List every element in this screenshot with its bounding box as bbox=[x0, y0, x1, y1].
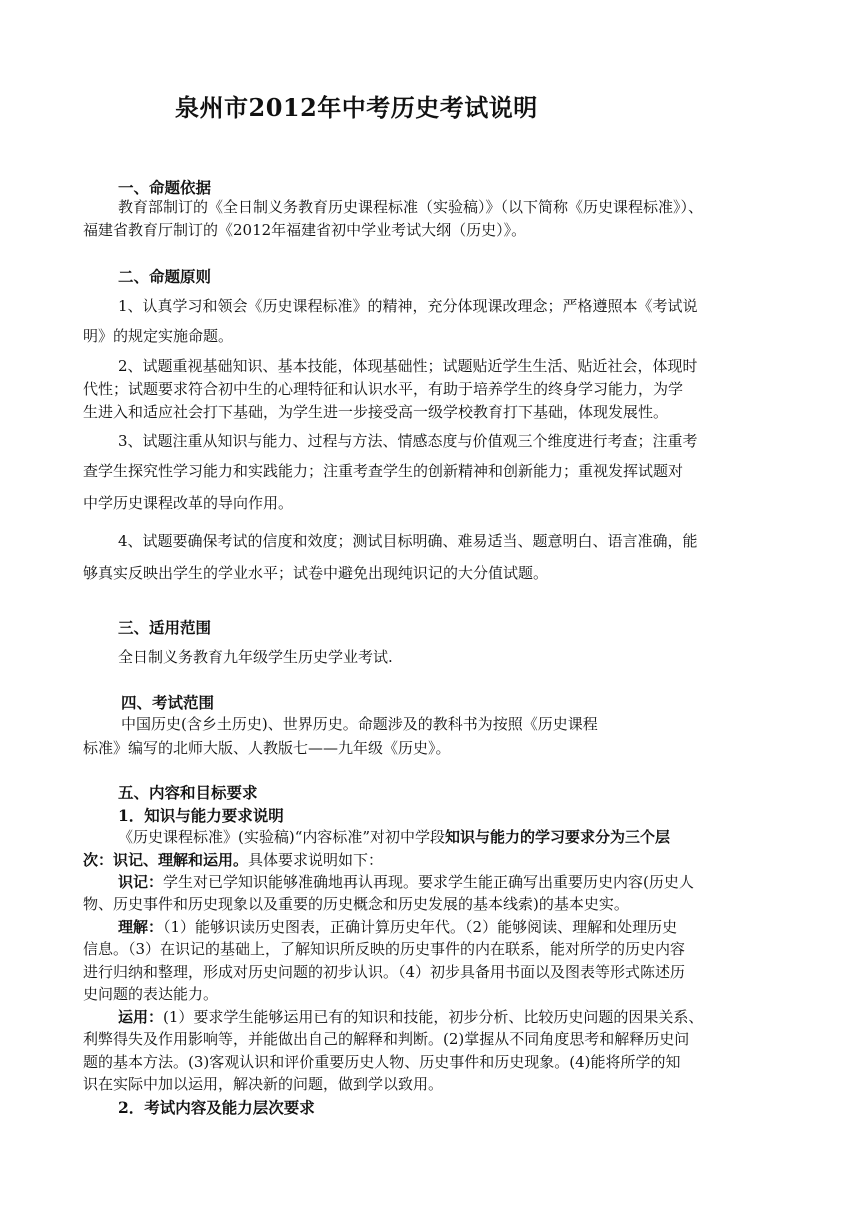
paragraph-line: 1、认真学习和领会《历史课程标准》的精神，充分体现课改理念；严格遵照本《考试说 bbox=[118, 297, 698, 315]
intro-emphasis: 知识与能力的学习要求分为三个层 bbox=[445, 828, 671, 846]
paragraph-line bbox=[118, 826, 783, 847]
paragraph-line bbox=[118, 871, 783, 892]
shiji-text: 学生对已学知识能够准确地再认再现。要求学生能正确写出重要历史内容(历史人 bbox=[163, 873, 694, 891]
paragraph-line: 进行归纳和整理，形成对历史问题的初步认识。（4）初步具备用书面以及图表等形式陈述历 bbox=[83, 963, 686, 981]
paragraph-line: 标准》编写的北师大版、人教版七——九年级《历史》。 bbox=[83, 739, 451, 757]
paragraph-line: 教育部制订的《全日制义务教育历史课程标准（实验稿）》（以下简称《历史课程标准》）、 bbox=[118, 198, 704, 216]
section-heading-3: 三、适用范围 bbox=[118, 618, 212, 637]
paragraph-line: 利弊得失及作用影响等，并能做出自己的解释和判断。(2)掌握从不同角度思考和解释历史问 bbox=[83, 1030, 690, 1048]
lijie-text: （1）能够识读历史图表，正确计算历史年代。（2）能够阅读、理解和处理历史 bbox=[163, 918, 678, 936]
intro-emphasis: 次：识记、理解和运用。 bbox=[83, 851, 249, 869]
section-heading-4: 四、考试范围 bbox=[121, 693, 215, 712]
paragraph-line: 信息。（3）在识记的基础上，了解知识所反映的历史事件的内在联系，能对所学的历史内容 bbox=[83, 940, 686, 958]
paragraph-line: 识在实际中加以运用，解决新的问题，做到学以致用。 bbox=[83, 1075, 444, 1093]
paragraph-line: 3、试题注重从知识与能力、过程与方法、情感态度与价值观三个维度进行考查；注重考 bbox=[118, 432, 698, 450]
paragraph-line: 福建省教育厅制订的《2012年福建省初中学业考试大纲（历史）》。 bbox=[83, 221, 527, 239]
paragraph-line bbox=[118, 1006, 783, 1027]
section-heading-2: 二、命题原则 bbox=[118, 267, 212, 286]
paragraph-line: 2、试题重视基础知识、基本技能，体现基础性；试题贴近学生生活、贴近社会，体现时 bbox=[118, 357, 698, 375]
shiji-label: 识记： bbox=[118, 873, 164, 891]
section-heading-5: 五、内容和目标要求 bbox=[118, 783, 258, 802]
paragraph-line: 史问题的表达能力。 bbox=[83, 985, 219, 1003]
paragraph-line: 全日制义务教育九年级学生历史学业考试. bbox=[118, 648, 393, 666]
paragraph-line: 生进入和适应社会打下基础，为学生进一步接受高一级学校教育打下基础，体现发展性。 bbox=[83, 403, 669, 421]
paragraph-line bbox=[83, 849, 783, 870]
paragraph-line: 代性；试题要求符合初中生的心理特征和认识水平，有助于培养学生的终身学习能力，为学 bbox=[83, 380, 684, 398]
paragraph-line: 中学历史课程改革的导向作用。 bbox=[83, 494, 294, 512]
paragraph-line: 够真实反映出学生的学业水平；试卷中避免出现纯识记的大分值试题。 bbox=[83, 564, 549, 582]
paragraph-line bbox=[118, 916, 783, 937]
document-title: 泉州市2012年中考历史考试说明 bbox=[175, 93, 538, 122]
lijie-label: 理解： bbox=[118, 918, 164, 936]
paragraph-line: 中国历史(含乡土历史)、世界历史。命题涉及的教科书为按照《历史课程 bbox=[121, 715, 598, 733]
paragraph-line: 明》的规定实施命题。 bbox=[83, 327, 234, 345]
section-heading-1: 一、命题依据 bbox=[118, 178, 212, 197]
intro-text: 具体要求说明如下： bbox=[248, 851, 384, 869]
paragraph-line: 题的基本方法。(3)客观认识和评价重要历史人物、历史事件和历史现象。(4)能将所学的知 bbox=[83, 1053, 681, 1071]
paragraph-line: 4、试题要确保考试的信度和效度；测试目标明确、难易适当、题意明白、语言准确，能 bbox=[118, 532, 698, 550]
paragraph-line: 查学生探究性学习能力和实践能力；注重考查学生的创新精神和创新能力；重视发挥试题对 bbox=[83, 462, 684, 480]
yunyong-text: (1）要求学生能够运用已有的知识和技能，初步分析、比较历史问题的因果关系、 bbox=[163, 1008, 704, 1026]
intro-text: 《历史课程标准》(实验稿)“内容标准”对初中学段 bbox=[118, 828, 446, 846]
subsection-heading-1: 1．知识与能力要求说明 bbox=[118, 806, 284, 825]
yunyong-label: 运用： bbox=[118, 1008, 164, 1026]
subsection-heading-2: 2．考试内容及能力层次要求 bbox=[118, 1098, 315, 1117]
paragraph-line: 物、历史事件和历史现象以及重要的历史概念和历史发展的基本线索)的基本史实。 bbox=[83, 895, 629, 913]
